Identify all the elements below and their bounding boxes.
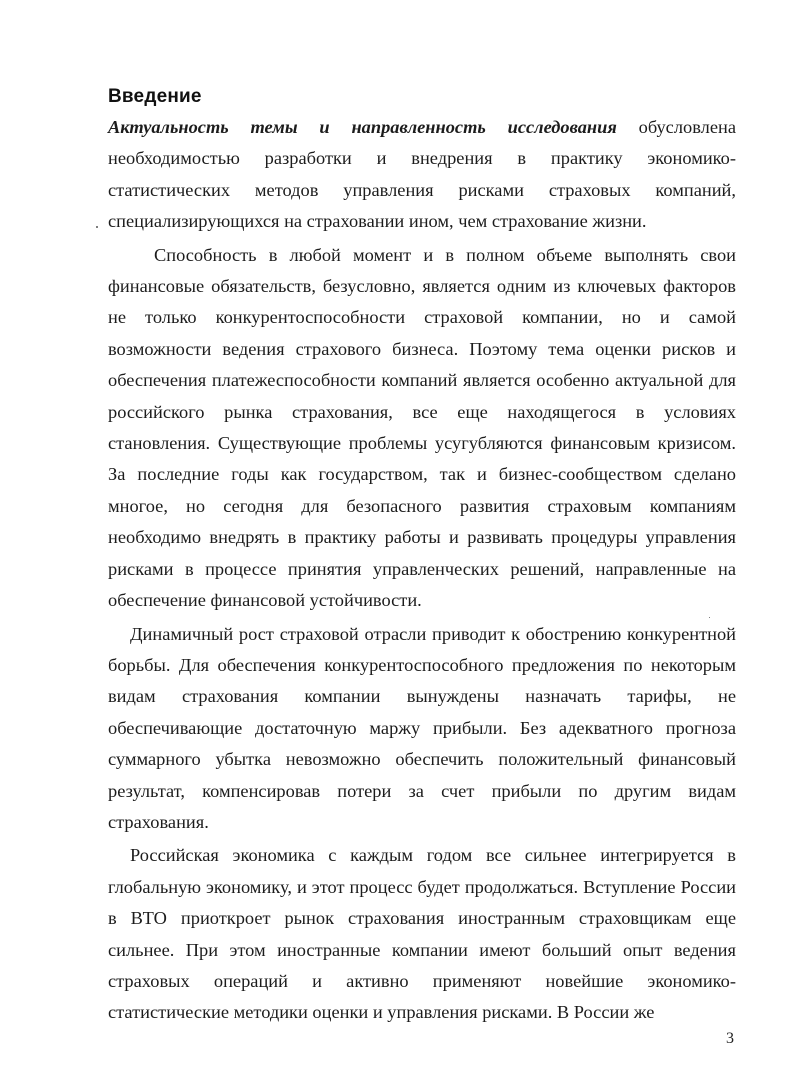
paragraph-1: Способность в любой момент и в полном объеме выполнять свои финансовые обязательств, безусловно, является одним из ключевых факторов не только конкурентоспособности страховой компании, но и самой возможности ведения страхового бизнеса. Поэтому тема оценки рисков и обеспечения платежеспособности компаний является особенно актуальной для российского рынка страхования, все еще находящегося в условиях становления. Существующие проблемы усугубляются финансовым кризисом. За последние годы как государством, так и бизнес-сообществом сделано многое, но сегодня для безопасного развития страховым компаниям необходимо внедрять в практику работы и развивать процедуры управления рисками в процессе принятия управленческих решений, направленные на обеспечение финансовой устойчивости. — [108, 244, 736, 611]
intro-rest: обусловлена необходимостью разработки и внедрения в практику экономико-статистических методов управления рисками страховых компаний, специализирующихся на страховании ином, чем страхование жизни. — [108, 117, 736, 232]
body-text — [108, 112, 736, 1029]
intro-lead: Актуальность темы и направленность исследования — [108, 117, 617, 137]
page-number: 3 — [726, 1030, 734, 1047]
intro-paragraph — [108, 112, 736, 238]
paragraph-3: Российская экономика с каждым годом все сильнее интегрируется в глобальную экономику, и этот процесс будет продолжаться. Вступление России в ВТО приоткроет рынок страхования иностранным страховщикам еще сильнее. При этом иностранные компании имеют больший опыт ведения страховых операций и активно применяют новейшие экономико-статистические методики оценки и управления рисками. В России же — [108, 845, 736, 1023]
scan-speck — [709, 617, 710, 618]
scan-speck — [96, 226, 98, 228]
paragraph-2: Динамичный рост страховой отрасли приводит к обострению конкурентной борьбы. Для обеспечения конкурентоспособного предложения по некоторым видам страхования компании вынуждены назначать тарифы, не обеспечивающие достаточную маржу прибыли. Без адекватного прогноза суммарного убытка невозможно обеспечить положительный финансовый результат, компенсировав потери за счет прибыли по другим видам страхования. — [108, 623, 736, 832]
section-heading: Введение — [108, 86, 202, 107]
